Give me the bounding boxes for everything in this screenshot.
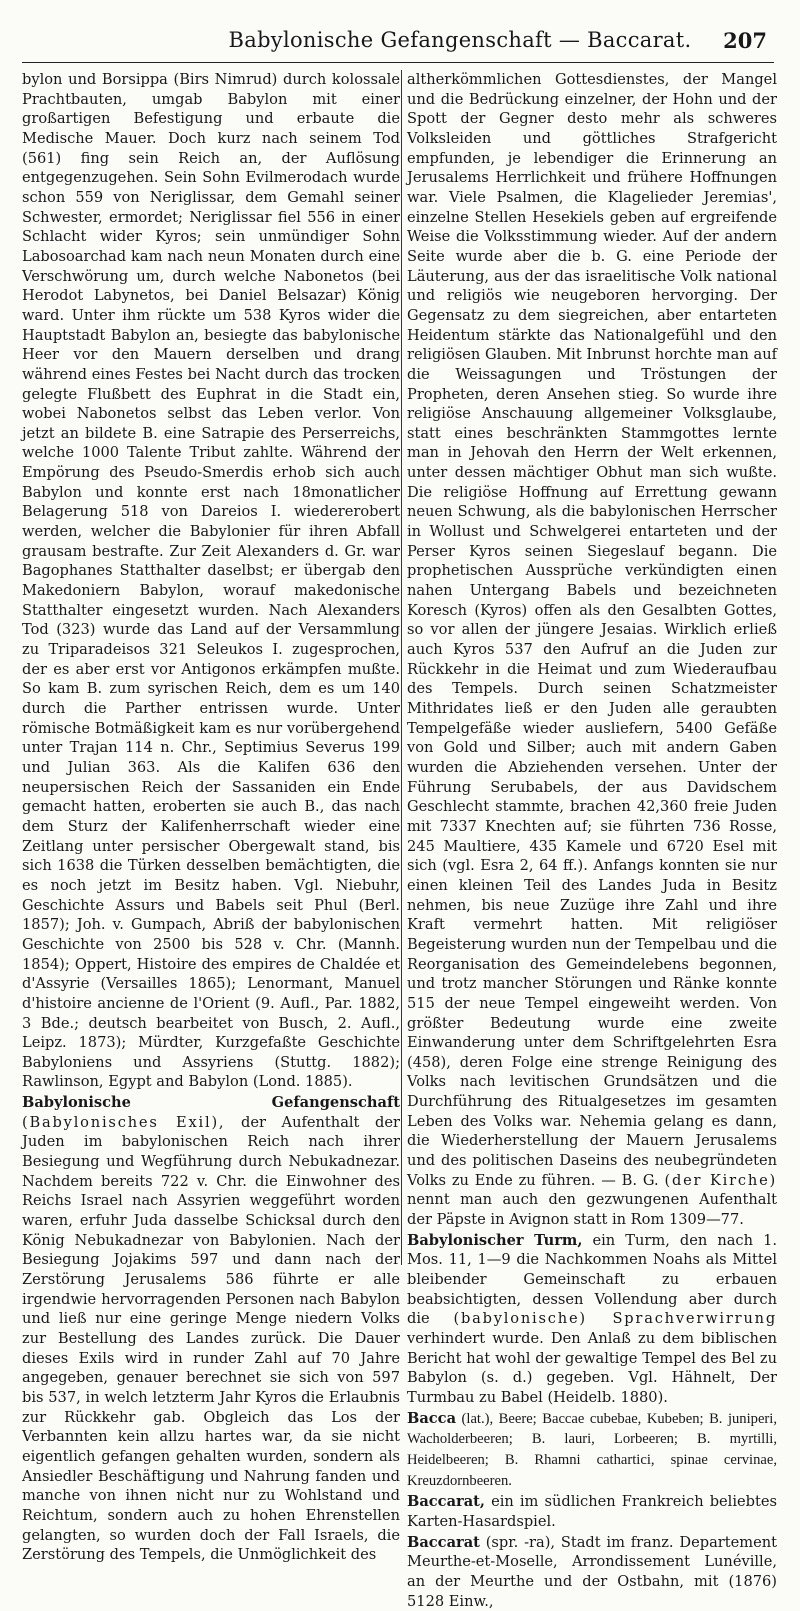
entry-body: (lat.), Beere; Baccae cubebae, Kubeben; B. juniperi, Wacholderbeeren; B. lauri, Lorbeeren; B. myrtilli, Heidelbeeren; B. Rhamni cathartici, spinae cervinae, Kreuzdornbeeren. <box>407 1410 777 1489</box>
continued-text-end: nennt man auch den gezwungenen Aufenthalt der Päpste in Avignon statt in Rom 1309—77. <box>407 1191 777 1229</box>
entry-body: der Aufenthalt der Juden im babylonischen Reich nach ihrer Besiegung und Wegführung durch Nebukadnezar. Nachdem bereits 722 v. Chr. die Einwohner des Reichs Israel nach Assyrien weggeführt worden waren, erfuhr Juda dasselbe Schicksal durch den König Nebukadnezar von Babylonien. Nach der Besiegung Jojakims 597 und dann nach der Zerstörung Jerusalems 586 führte er alle irgendwie hervorragenden Personen nach Babylon und ließ nur eine geringe Menge niedern Volks zur Bestellung des Landes zurück. Die Dauer dieses Exils wird in runder Zahl auf 70 Jahre angegeben, genauer berechnet sie sich von 597 bis 537, in welch letzterm Jahr Kyros die Erlaubnis zur Rückkehr gab. Obgleich das Los der Verbannten kein allzu hartes war, da sie nicht eigentlich gefangen gehalten wurden, sondern als Ansiedler Beschäftigung und Nahrung fanden und manche von ihnen nicht nur zu Wohlstand und Reichtum, sondern auch zu hohen Ehrenstellen gelangten, so wurden doch der Fall Israels, die Zerstörung des Tempels, die Unmöglichkeit des <box>22 1113 400 1564</box>
header-rule <box>22 62 774 63</box>
column-divider <box>401 70 402 1265</box>
running-title: Babylonische Gefangenschaft — Baccarat. <box>228 28 692 52</box>
entry-baccarat-town <box>407 1533 777 1611</box>
entry-headword: Baccarat <box>407 1533 480 1551</box>
entry-spaced-term: (Babylonisches Exil), <box>22 1113 226 1131</box>
entry-body-end: verhindert wurde. Den Anlaß zu dem biblischen Bericht hat wohl der gewaltige Tempel des Bel zu Babylon (s. d.) gegeben. Vgl. Hähnelt, Der Turmbau zu Babel (Heidelb. 1880). <box>407 1330 777 1406</box>
entry-babylonischer-turm <box>407 1231 777 1408</box>
entry-body: ein im südlichen Frankreich beliebtes Karten-Hasardspiel. <box>407 1493 777 1530</box>
right-column <box>407 70 778 1610</box>
entry-bacca <box>407 1409 777 1492</box>
entry-headword: Babylonischer Turm, <box>407 1231 583 1249</box>
continued-entry-text <box>22 70 400 1092</box>
entry-body: ein Turm, den nach 1. Mos. 11, 1—9 die Nachkommen Noahs als Mittel bleibender Gemeinschaft zu erbauen beabsichtigten, dessen Vollendung aber durch die <box>407 1231 777 1328</box>
page-number: 207 <box>723 28 767 53</box>
entry-spaced-term: (babylonische) Sprachverwirrung <box>453 1310 777 1328</box>
entry-body: (spr. -ra), Stadt im franz. Departement Meurthe-et-Moselle, Arrondissement Lunéville, an der Meurthe und der Ostbahn, mit (1876) 5128 Einw., <box>407 1533 777 1610</box>
entry-headword: Babylonische Gefangenschaft <box>22 1094 400 1112</box>
entry-baccarat-game <box>407 1492 777 1531</box>
continued-text-right: altherkömmlichen Gottesdienstes, der Mangel und die Bedrückung einzelner, der Hohn und der Spott der Gegner desto mehr als schweres Volksleiden und göttliches Strafgericht empfunden, je lebendiger die Erinnerung an Jerusalems Herrlichkeit und frühere Hoffnungen war. Viele Psalmen, die Klagelieder Jeremias', einzelne Stellen Hesekiels geben auf ergreifende Weise die Volksstimmung wieder. Auf der andern Seite wurde aber die b. G. eine Periode der Läuterung, aus der das israelitische Volk national und religiös wie neugeboren hervorging. Der Gegensatz zu dem siegreichen, aber entarteten Heidentum stärkte das Nationalgefühl und den religiösen Glauben. Mit Inbrunst horchte man auf die Weissagungen und Tröstungen der Propheten, deren Ansehen stieg. So wurde ihre religiöse Anschauung allgemeiner Volksglaube, statt eines beschränkten Stammgottes lernte man in Jehovah den Herrn der Welt erkennen, unter dessen mächtiger Obhut man sich wußte. Die religiöse Hoffnung auf Errettung gewann neuen Schwung, als die babylonischen Herrscher in Wollust und Schwelgerei entarteten und der Perser Kyros seinen Siegeslauf begann. Die prophetischen Aussprüche verkündigten einen nahen Untergang Babels und bezeichneten Koresch (Kyros) offen als den Gesalbten Gottes, so vor allen der jüngere Jesaias. Wirklich erließ auch Kyros 537 den Aufruf an die Juden zur Rückkehr in die Heimat und zum Wiederaufbau des Tempels. Durch seinen Schatzmeister Mithridates ließ er den Juden alle geraubten Tempelgefäße wieder ausliefern, 5400 Gefäße von Gold und Silber; auch mit andern Gaben wurden die Abziehenden versehen. Unter der Führung Serubabels, der aus Davidschem Geschlecht stammte, brachen 42,360 freie Juden mit 7337 Knechten auf; sie führten 736 Rosse, 245 Maultiere, 435 Kamele und 6720 Esel mit sich (vgl. Esra 2, 64 ff.). Anfangs konnten sie nur einen kleinen Teil des Landes Juda in Besitz nehmen, bis neue Zuzüge ihre Zahl und ihre Kraft vermehrt hatten. Mit religiöser Begeisterung wurden nun der Tempelbau und die Reorganisation des Gemeindelebens begonnen, und trotz mancher Störungen und Ränke konnte 515 der neue Tempel eingeweiht werden. Von größter Bedeutung wurde eine zweite Einwanderung unter dem Schriftgelehrten Esra (458), deren Folge eine strenge Reinigung des Volks nach levitischen Grundsätzen und die Durchführung des Ritualgesetzes im gesamten Leben des Volks war. Nehemia gelang es dann, die Wiederherstellung der Mauern Jerusalems und des politischen Daseins des neubegründeten Volks zu Ende zu führen. — B. G. <box>407 71 777 1189</box>
continued-spaced-term: (der Kirche) <box>664 1171 778 1189</box>
entry-headword: Bacca <box>407 1409 457 1427</box>
continued-entry-text-right <box>407 70 777 1230</box>
entry-babylonische-gefangenschaft <box>22 1093 400 1565</box>
page-header <box>0 28 800 58</box>
left-column <box>22 70 400 1564</box>
continued-text: bylon und Borsippa (Birs Nimrud) durch kolossale Prachtbauten, umgab Babylon mit einer großartigen Befestigung und erbaute die Medische Mauer. Doch kurz nach seinem Tod (561) fing sein Reich an, der Auflösung entgegenzugehen. Sein Sohn Evilmerodach wurde schon 559 von Neriglissar, dem Gemahl seiner Schwester, ermordet; Neriglissar fiel 556 in einer Schlacht wider Kyros; sein unmündiger Sohn Labosoarchad kam nach neun Monaten durch eine Verschwörung um, durch welche Nabonetos (bei Herodot Labynetos, bei Daniel Belsazar) König ward. Unter ihm rückte um 538 Kyros wider die Hauptstadt Babylon an, besiegte das babylonische Heer vor den Mauern derselben und drang während eines Festes bei Nacht durch das trocken gelegte Flußbett des Euphrat in die Stadt ein, wobei Nabonetos selbst das Leben verlor. Von jetzt an bildete B. eine Satrapie des Perserreichs, welche 1000 Talente Tribut zahlte. Während der Empörung des Pseudo-Smerdis erhob sich auch Babylon und konnte erst nach 18monatlicher Belagerung 518 von Dareios I. wiedererobert werden, welcher die Babylonier für ihren Abfall grausam bestrafte. Zur Zeit Alexanders d. Gr. war Bagophanes Statthalter daselbst; er übergab den Makedoniern Babylon, worauf makedonische Statthalter eingesetzt wurden. Nach Alexanders Tod (323) wurde das Land auf der Versammlung zu Triparadeisos 321 Seleukos I. zugesprochen, der es aber erst vor Antigonos erkämpfen mußte. So kam B. zum syrischen Reich, dem es um 140 durch die Parther entrissen wurde. Unter römische Botmäßigkeit kam es nur vorübergehend unter Trajan 114 n. Chr., Septimius Severus 199 und Julian 363. Als die Kalifen 636 den neupersischen Reich der Sassaniden ein Ende gemacht hatten, eroberten sie auch B., das nach dem Sturz der Kalifenherrschaft wieder eine Zeitlang unter persischer Obergewalt stand, bis sich 1638 die Türken desselben bemächtigten, die es noch jetzt im Besitz haben. Vgl. Niebuhr, Geschichte Assurs und Babels seit Phul (Berl. 1857); Joh. v. Gumpach, Abriß der babylonischen Geschichte von 2500 bis 528 v. Chr. (Mannh. 1854); Oppert, Histoire des empires de Chaldée et d'Assyrie (Versailles 1865); Lenormant, Manuel d'histoire ancienne de l'Orient (9. Aufl., Par. 1882, 3 Bde.; deutsch bearbeitet von Busch, 2. Aufl., Leipz. 1873); Mürdter, Kurzgefaßte Geschichte Babyloniens und Assyriens (Stuttg. 1882); Rawlinson, Egypt and Babylon (Lond. 1885). <box>22 71 400 1091</box>
entry-headword: Baccarat, <box>407 1493 485 1511</box>
